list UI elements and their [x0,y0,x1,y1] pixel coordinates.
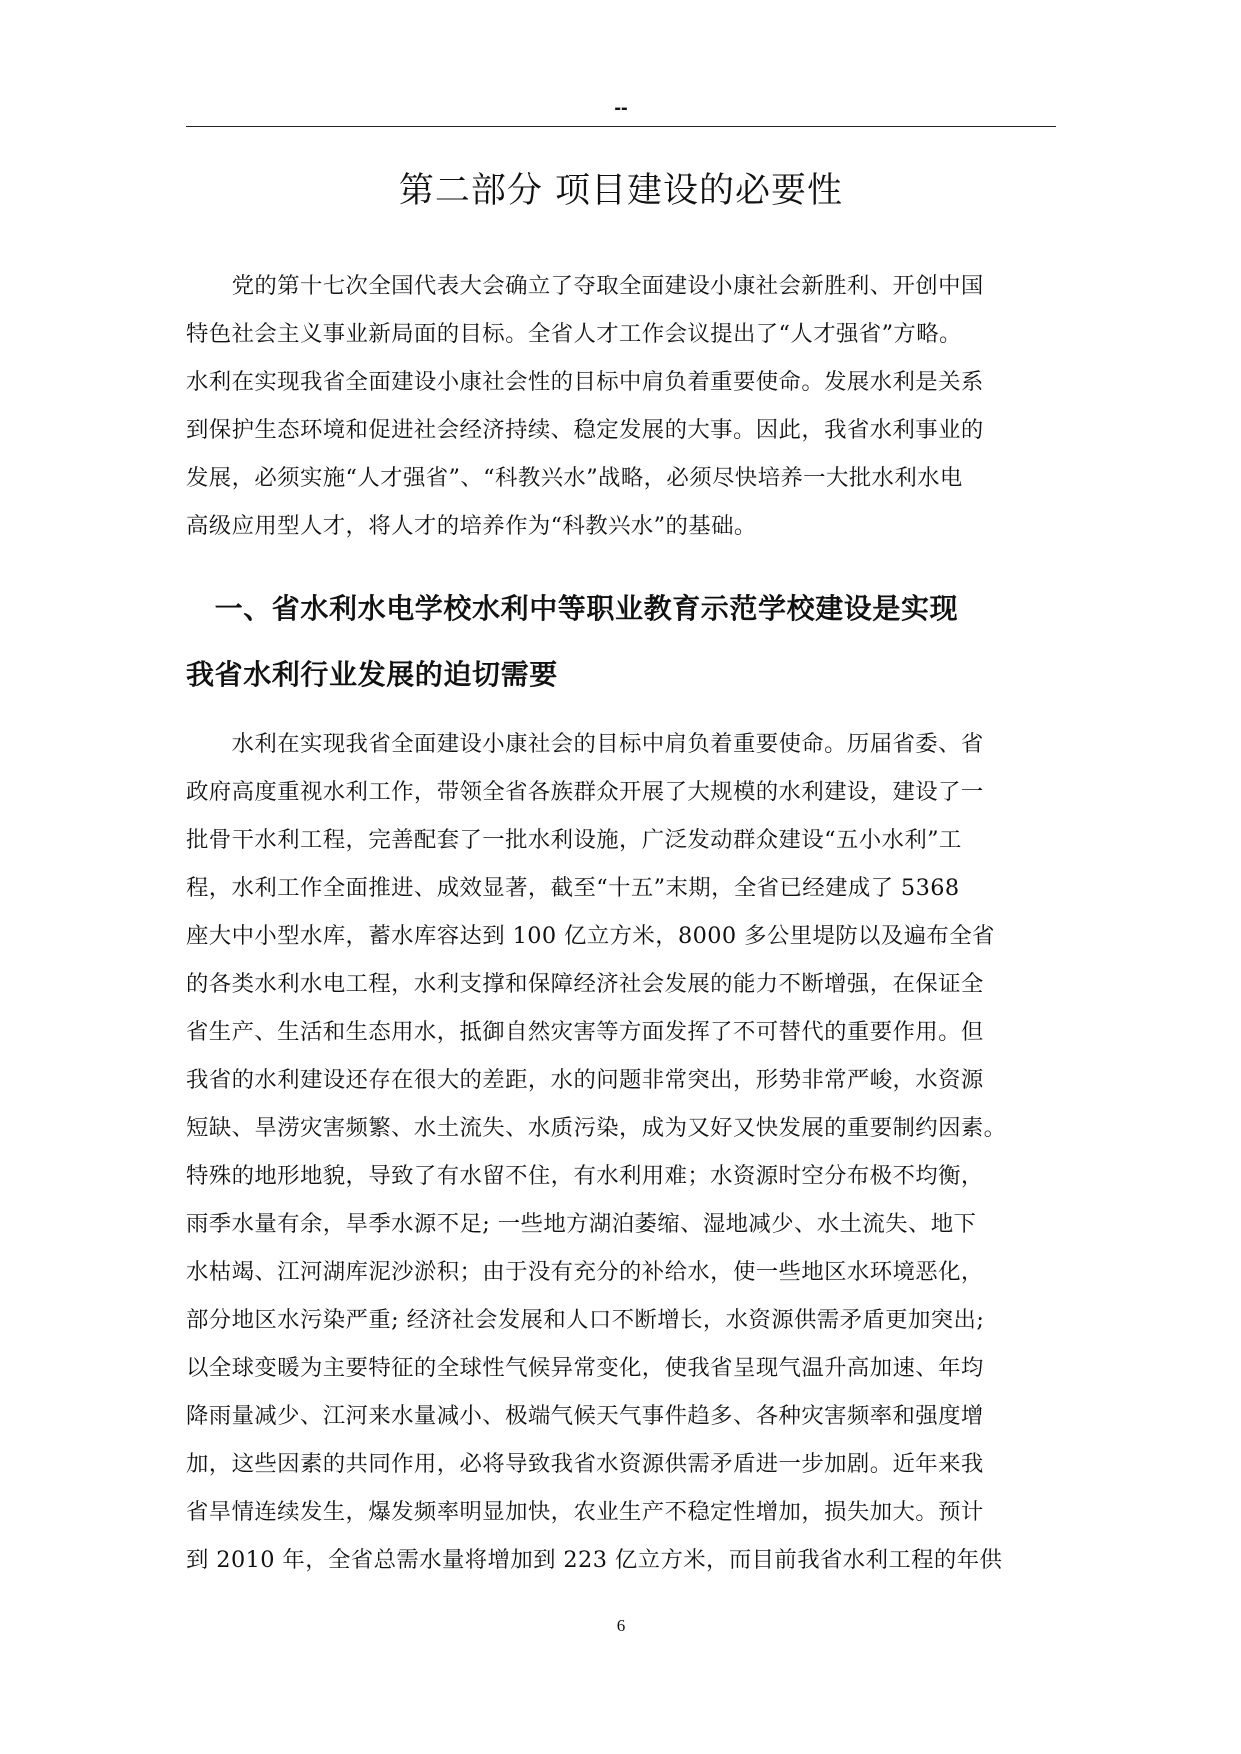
header-rule [186,126,1056,127]
paragraph-line: 政府高度重视水利工作，带领全省各族群众开展了大规模的水利建设，建设了一 [186,779,984,805]
paragraph-line: 特色社会主义事业新局面的目标。全省人才工作会议提出了“人才强省”方略。 [186,321,962,347]
paragraph-line: 以全球变暖为主要特征的全球性气候异常变化，使我省呈现气温升高加速、年均 [186,1355,984,1381]
paragraph-line: 特殊的地形地貌，导致了有水留不住，有水利用难；水资源时空分布极不均衡， [186,1163,984,1189]
paragraph-line: 的各类水利水电工程，水利支撑和保障经济社会发展的能力不断增强，在保证全 [186,971,984,997]
paragraph-line: 到 2010 年，全省总需水量将增加到 223 亿立方米，而目前我省水利工程的年供 [186,1547,1003,1573]
paragraph-line: 水利在实现我省全面建设小康社会的目标中肩负着重要使命。历届省委、省 [186,731,984,757]
section-paragraph [186,720,1056,1584]
paragraph-line: 加，这些因素的共同作用，必将导致我省水资源供需矛盾进一步加剧。近年来我 [186,1451,984,1477]
paragraph-line: 座大中小型水库，蓄水库容达到 100 亿立方米，8000 多公里堤防以及遍布全省 [186,923,995,949]
paragraph-line: 省生产、生活和生态用水，抵御自然灾害等方面发挥了不可替代的重要作用。但 [186,1019,984,1045]
page-title: 第二部分 项目建设的必要性 [398,171,844,211]
paragraph-line: 程，水利工作全面推进、成效显著，截至“十五”末期，全省已经建成了 5368 [186,875,960,901]
intro-paragraph [186,262,1056,550]
heading-line: 我省水利行业发展的迫切需要 [186,658,558,691]
paragraph-line: 我省的水利建设还存在很大的差距，水的问题非常突出，形势非常严峻，水资源 [186,1067,984,1093]
paragraph-line: 高级应用型人才，将人才的培养作为“科教兴水”的基础。 [186,513,757,539]
paragraph-line: 党的第十七次全国代表大会确立了夺取全面建设小康社会新胜利、开创中国 [186,273,984,299]
section-heading [186,576,1056,708]
paragraph-line: 省旱情连续发生，爆发频率明显加快，农业生产不稳定性增加，损失加大。预计 [186,1499,984,1525]
heading-line: 一、省水利水电学校水利中等职业教育示范学校建设是实现 [186,592,959,625]
paragraph-line: 发展，必须实施“人才强省”、“科教兴水”战略，必须尽快培养一大批水利水电 [186,465,963,491]
paragraph-line: 水利在实现我省全面建设小康社会性的目标中肩负着重要使命。发展水利是关系 [186,369,984,395]
paragraph-line: 短缺、旱涝灾害频繁、水土流失、水质污染，成为又好又快发展的重要制约因素。 [186,1115,1007,1141]
paragraph-line: 到保护生态环境和促进社会经济持续、稳定发展的大事。因此，我省水利事业的 [186,417,984,443]
paragraph-line: 水枯竭、江河湖库泥沙淤积；由于没有充分的补给水，使一些地区水环境恶化， [186,1259,984,1285]
paragraph-line: 雨季水量有余，旱季水源不足; 一些地方湖泊萎缩、湿地减少、水土流失、地下 [186,1211,977,1237]
paragraph-line: 批骨干水利工程，完善配套了一批水利设施，广泛发动群众建设“五小水利”工 [186,827,962,853]
paragraph-line: 部分地区水污染严重; 经济社会发展和人口不断增长，水资源供需矛盾更加突出; [186,1307,985,1333]
paragraph-line: 降雨量减少、江河来水量减小、极端气候天气事件趋多、各种灾害频率和强度增 [186,1403,984,1429]
page-number: 6 [616,1616,626,1635]
header-mark: -- [614,97,628,119]
